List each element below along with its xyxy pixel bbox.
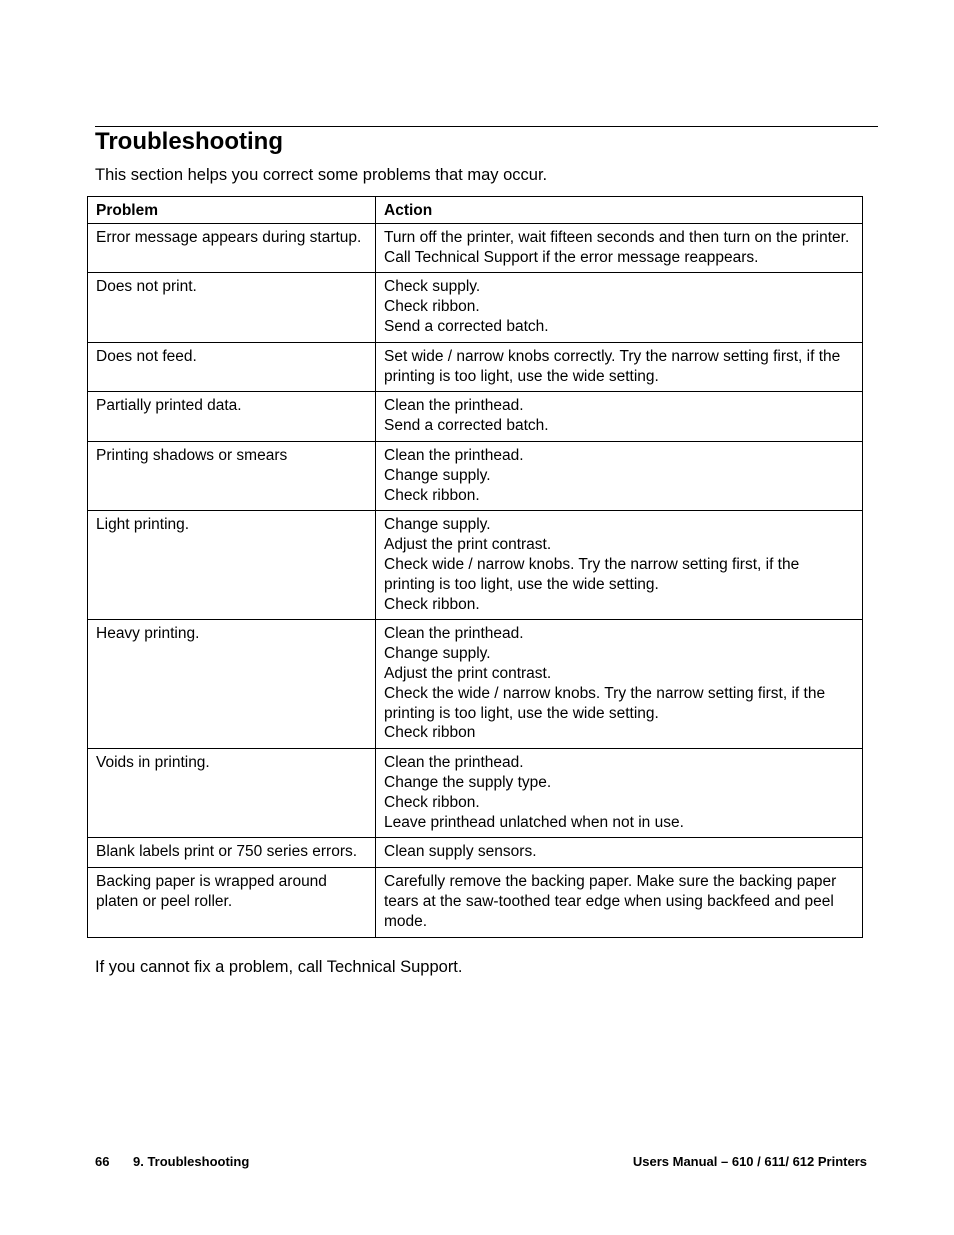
troubleshooting-table: [87, 196, 863, 938]
action-line: Clean the printhead.: [384, 754, 524, 772]
problem-cell: Backing paper is wrapped around platen or peel roller.: [88, 868, 376, 937]
footer-chapter: 9. Troubleshooting: [133, 1154, 250, 1169]
action-cell: [376, 342, 863, 392]
table-row: [88, 749, 863, 838]
problem-cell: Blank labels print or 750 series errors.: [88, 838, 376, 868]
table-row: [88, 838, 863, 868]
table-row: [88, 223, 863, 273]
table-row: [88, 273, 863, 342]
problem-cell: Voids in printing.: [88, 749, 376, 838]
footer-manual-title: Users Manual – 610 / 611/ 612 Printers: [632, 1154, 867, 1169]
problem-cell: Partially printed data.: [88, 392, 376, 442]
action-line: Set wide / narrow knobs correctly. Try the narrow setting first, if the printing is too light, use the wide setting.: [384, 347, 841, 385]
closing-note: If you cannot fix a problem, call Technical Support.: [95, 958, 463, 976]
action-line: Carefully remove the backing paper. Make sure the backing paper tears at the saw-toothed tear edge when using backfeed and peel mode.: [384, 873, 837, 930]
action-line: Check ribbon: [384, 724, 476, 742]
table-row: [88, 868, 863, 937]
action-cell: [376, 749, 863, 838]
problem-cell: Does not feed.: [88, 342, 376, 392]
action-line: Send a corrected batch.: [384, 417, 549, 435]
column-header-problem: Problem: [88, 197, 376, 224]
action-line: Check supply.: [384, 278, 481, 296]
action-line: Check wide / narrow knobs. Try the narrow setting first, if the printing is too light, use the wide setting.: [384, 555, 800, 593]
action-line: Change the supply type.: [384, 773, 552, 791]
action-line: Clean the printhead.: [384, 446, 524, 464]
problem-cell: Light printing.: [88, 511, 376, 620]
table-row: [88, 511, 863, 620]
problem-cell: Error message appears during startup.: [88, 223, 376, 273]
page-number: 66: [95, 1154, 110, 1169]
action-cell: [376, 223, 863, 273]
action-line: Clean the printhead.: [384, 625, 524, 643]
table-row: [88, 620, 863, 749]
problem-cell: Printing shadows or smears: [88, 441, 376, 510]
problem-cell: Does not print.: [88, 273, 376, 342]
table-header-row: [88, 197, 863, 224]
action-line: Check ribbon.: [384, 595, 480, 613]
action-line: Leave printhead unlatched when not in use.: [384, 813, 684, 831]
action-line: Check the wide / narrow knobs. Try the narrow setting first, if the printing is too light, use the wide setting.: [384, 684, 826, 722]
action-line: Change supply.: [384, 645, 491, 663]
page-title: Troubleshooting: [95, 128, 283, 155]
action-line: Change supply.: [384, 516, 491, 534]
action-line: Change supply.: [384, 466, 491, 484]
action-line: Clean supply sensors.: [384, 843, 537, 861]
action-line: Turn off the printer, wait fifteen seconds and then turn on the printer. Call Technical Support if the error message reappears.: [384, 228, 850, 266]
table-row: [88, 342, 863, 392]
action-line: Check ribbon.: [384, 793, 480, 811]
action-cell: [376, 620, 863, 749]
action-line: Adjust the print contrast.: [384, 664, 552, 682]
intro-text: This section helps you correct some problems that may occur.: [95, 166, 548, 184]
page-footer: [95, 1153, 867, 1171]
action-cell: [376, 441, 863, 510]
problem-cell: Heavy printing.: [88, 620, 376, 749]
table-row: [88, 441, 863, 510]
action-line: Check ribbon.: [384, 486, 480, 504]
column-header-action: Action: [376, 197, 863, 224]
table-row: [88, 392, 863, 442]
action-line: Clean the printhead.: [384, 397, 524, 415]
action-cell: [376, 392, 863, 442]
action-cell: [376, 511, 863, 620]
action-line: Send a corrected batch.: [384, 317, 549, 335]
action-cell: [376, 838, 863, 868]
action-line: Check ribbon.: [384, 298, 480, 316]
action-cell: [376, 868, 863, 937]
action-cell: [376, 273, 863, 342]
action-line: Adjust the print contrast.: [384, 536, 552, 554]
